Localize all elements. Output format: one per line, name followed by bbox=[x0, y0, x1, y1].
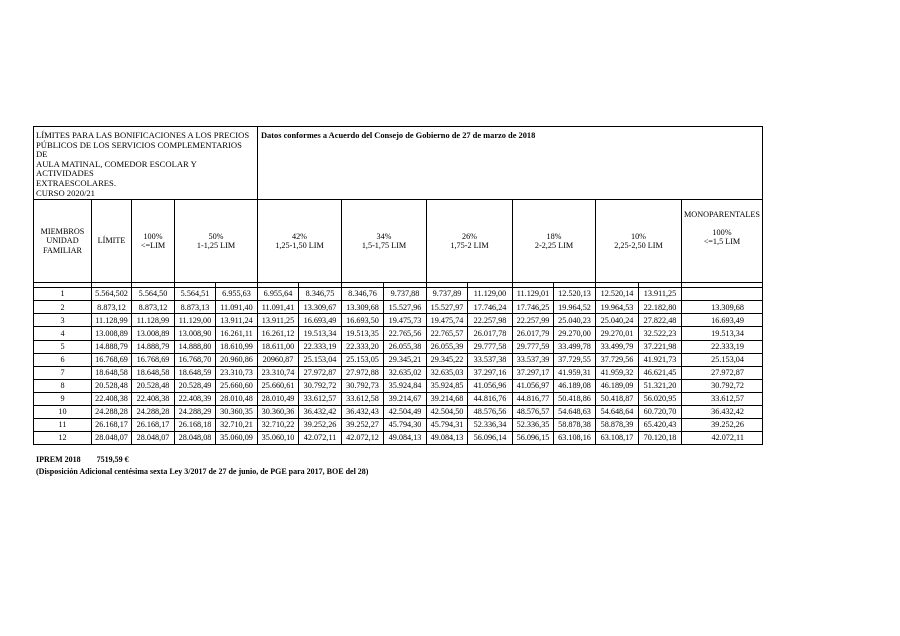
value-cell: 19.964,52 bbox=[554, 301, 596, 314]
value-cell: 20.528,48 bbox=[132, 379, 175, 392]
header-26: 26% 1,75-2 LIM bbox=[427, 200, 513, 283]
value-cell: 12.520,14 bbox=[596, 288, 639, 301]
value-cell: 13.911,25 bbox=[258, 314, 299, 327]
value-cell: 44.816,77 bbox=[513, 392, 554, 405]
value-cell: 51.321,20 bbox=[639, 379, 682, 392]
value-cell: 19.964,53 bbox=[596, 301, 639, 314]
value-cell: 25.040,23 bbox=[554, 314, 596, 327]
mono-cell: 25.153,04 bbox=[682, 353, 763, 366]
value-cell: 9.737,89 bbox=[427, 288, 468, 301]
value-cell: 30.360,35 bbox=[216, 406, 258, 419]
value-cell: 39.214,68 bbox=[427, 392, 468, 405]
value-cell: 26.017,79 bbox=[513, 327, 554, 340]
value-cell: 26.168,17 bbox=[132, 419, 175, 432]
value-cell: 56.020,95 bbox=[639, 392, 682, 405]
value-cell: 33.499,78 bbox=[554, 340, 596, 353]
value-cell: 19.475,73 bbox=[384, 314, 427, 327]
value-cell: 25.040,24 bbox=[596, 314, 639, 327]
value-cell: 26.168,17 bbox=[92, 419, 132, 432]
value-cell: 41.056,97 bbox=[513, 379, 554, 392]
value-cell: 49.084,13 bbox=[427, 432, 468, 445]
value-cell: 22.333,19 bbox=[299, 340, 342, 353]
value-cell: 28.048,07 bbox=[132, 432, 175, 445]
value-cell: 42.504,50 bbox=[427, 406, 468, 419]
value-cell: 9.737,88 bbox=[384, 288, 427, 301]
value-cell: 14.888,79 bbox=[132, 340, 175, 353]
value-cell: 11.128,99 bbox=[92, 314, 132, 327]
value-cell: 23.310,74 bbox=[258, 366, 299, 379]
header-limite: LÍMITE bbox=[92, 200, 132, 283]
value-cell: 18.648,59 bbox=[175, 366, 216, 379]
value-cell: 16.693,49 bbox=[299, 314, 342, 327]
table-row bbox=[34, 353, 763, 366]
value-cell: 18.610,99 bbox=[216, 340, 258, 353]
header-10: 10% 2,25-2,50 LIM bbox=[596, 200, 682, 283]
table-row bbox=[34, 392, 763, 405]
row-members-cell: 11 bbox=[34, 419, 92, 432]
table-row bbox=[34, 366, 763, 379]
mono-cell: 30.792,72 bbox=[682, 379, 763, 392]
value-cell: 22.408,38 bbox=[92, 392, 132, 405]
value-cell: 28.048,07 bbox=[92, 432, 132, 445]
value-cell: 27.972,88 bbox=[342, 366, 384, 379]
header-34: 34% 1,5-1,75 LIM bbox=[342, 200, 427, 283]
value-cell: 56.096,14 bbox=[468, 432, 513, 445]
value-cell: 70.120,18 bbox=[639, 432, 682, 445]
header-50: 50% 1-1,25 LIM bbox=[175, 200, 258, 283]
value-cell: 52.336,35 bbox=[513, 419, 554, 432]
row-members-cell: 3 bbox=[34, 314, 92, 327]
value-cell: 32.710,21 bbox=[216, 419, 258, 432]
value-cell: 13.008,89 bbox=[92, 327, 132, 340]
value-cell: 5.564,51 bbox=[175, 288, 216, 301]
value-cell: 25.660,60 bbox=[216, 379, 258, 392]
value-cell: 16.261,11 bbox=[216, 327, 258, 340]
value-cell: 22.408,38 bbox=[132, 392, 175, 405]
value-cell: 41.959,31 bbox=[554, 366, 596, 379]
value-cell: 26.017,78 bbox=[468, 327, 513, 340]
mono-cell: 22.333,19 bbox=[682, 340, 763, 353]
value-cell: 35.924,85 bbox=[427, 379, 468, 392]
mono-cell bbox=[682, 288, 763, 301]
value-cell: 37.297,16 bbox=[468, 366, 513, 379]
value-cell: 27.822,48 bbox=[639, 314, 682, 327]
table-row bbox=[34, 288, 763, 301]
value-cell: 20.960,86 bbox=[216, 353, 258, 366]
value-cell: 33.612,57 bbox=[299, 392, 342, 405]
mono-cell: 36.432,42 bbox=[682, 406, 763, 419]
value-cell: 58.878,38 bbox=[554, 419, 596, 432]
value-cell: 56.096,15 bbox=[513, 432, 554, 445]
table-row bbox=[34, 419, 763, 432]
value-cell: 42.504,49 bbox=[384, 406, 427, 419]
value-cell: 5.564,502 bbox=[92, 288, 132, 301]
title-line: EXTRAESCOLARES. bbox=[36, 177, 116, 188]
value-cell: 26.168,18 bbox=[175, 419, 216, 432]
value-cell: 16.768,69 bbox=[132, 353, 175, 366]
value-cell: 13.911,24 bbox=[216, 314, 258, 327]
value-cell: 37.297,17 bbox=[513, 366, 554, 379]
row-members-cell: 4 bbox=[34, 327, 92, 340]
header-100: 100% <=LIM bbox=[132, 200, 175, 283]
table-row bbox=[34, 340, 763, 353]
value-cell: 24.288,28 bbox=[92, 406, 132, 419]
row-members-cell: 8 bbox=[34, 379, 92, 392]
value-cell: 39.252,26 bbox=[299, 419, 342, 432]
value-cell: 11.128,99 bbox=[132, 314, 175, 327]
value-cell: 41.056,96 bbox=[468, 379, 513, 392]
iprem-value: 7519,59 € bbox=[96, 455, 129, 464]
mono-cell: 19.513,34 bbox=[682, 327, 763, 340]
value-cell: 39.252,27 bbox=[342, 419, 384, 432]
row-members-cell: 5 bbox=[34, 340, 92, 353]
value-cell: 36.432,42 bbox=[299, 406, 342, 419]
title-line: CURSO 2020/21 bbox=[36, 187, 95, 198]
value-cell: 30.792,72 bbox=[299, 379, 342, 392]
value-cell: 46.189,09 bbox=[596, 379, 639, 392]
value-cell: 8.873,12 bbox=[132, 301, 175, 314]
value-cell: 29.345,21 bbox=[384, 353, 427, 366]
value-cell: 20.528,48 bbox=[92, 379, 132, 392]
value-cell: 18.611,00 bbox=[258, 340, 299, 353]
value-cell: 29.777,58 bbox=[468, 340, 513, 353]
table-row bbox=[34, 327, 763, 340]
value-cell: 30.792,73 bbox=[342, 379, 384, 392]
value-cell: 65.420,43 bbox=[639, 419, 682, 432]
value-cell: 41.959,32 bbox=[596, 366, 639, 379]
value-cell: 33.537,39 bbox=[513, 353, 554, 366]
value-cell: 44.816,76 bbox=[468, 392, 513, 405]
bonificaciones-table bbox=[33, 126, 763, 445]
value-cell: 11.091,40 bbox=[216, 301, 258, 314]
header-18: 18% 2-2,25 LIM bbox=[513, 200, 596, 283]
title-line: AULA MATINAL, COMEDOR ESCOLAR Y ACTIVIDADES bbox=[36, 158, 197, 179]
value-cell: 26.055,39 bbox=[427, 340, 468, 353]
value-cell: 36.432,43 bbox=[342, 406, 384, 419]
value-cell: 11.129,00 bbox=[175, 314, 216, 327]
value-cell: 46.189,08 bbox=[554, 379, 596, 392]
disposicion-note: (Disposición Adicional centésima sexta Ley 3/2017 de 27 de junio, de PGE para 2017, BOE del 28) bbox=[36, 467, 369, 476]
value-cell: 29.777,59 bbox=[513, 340, 554, 353]
row-members-cell: 6 bbox=[34, 353, 92, 366]
table-row bbox=[34, 432, 763, 445]
header-42: 42% 1,25-1,50 LIM bbox=[258, 200, 342, 283]
value-cell: 42.072,11 bbox=[299, 432, 342, 445]
value-cell: 33.537,38 bbox=[468, 353, 513, 366]
iprem-label: IPREM 2018 bbox=[36, 455, 81, 464]
value-cell: 13.008,89 bbox=[132, 327, 175, 340]
value-cell: 11.129,00 bbox=[468, 288, 513, 301]
value-cell: 42.072,12 bbox=[342, 432, 384, 445]
value-cell: 13.309,67 bbox=[299, 301, 342, 314]
value-cell: 19.513,34 bbox=[299, 327, 342, 340]
value-cell: 6.955,64 bbox=[258, 288, 299, 301]
value-cell: 13.309,68 bbox=[342, 301, 384, 314]
mono-cell: 13.309,68 bbox=[682, 301, 763, 314]
value-cell: 13.008,90 bbox=[175, 327, 216, 340]
value-cell: 14.888,80 bbox=[175, 340, 216, 353]
value-cell: 26.055,38 bbox=[384, 340, 427, 353]
value-cell: 6.955,63 bbox=[216, 288, 258, 301]
value-cell: 22.257,98 bbox=[468, 314, 513, 327]
value-cell: 32.635,03 bbox=[427, 366, 468, 379]
row-members-cell: 1 bbox=[34, 288, 92, 301]
value-cell: 48.576,56 bbox=[468, 406, 513, 419]
value-cell: 52.336,34 bbox=[468, 419, 513, 432]
table-title bbox=[34, 127, 258, 200]
value-cell: 8.873,12 bbox=[92, 301, 132, 314]
header-monoparentales: MONOPARENTALES 100% <=1,5 LIM bbox=[682, 200, 763, 283]
value-cell: 49.084,13 bbox=[384, 432, 427, 445]
value-cell: 16.261,12 bbox=[258, 327, 299, 340]
value-cell: 32.522,23 bbox=[639, 327, 682, 340]
datos-note: Datos conformes a Acuerdo del Consejo de Gobierno de 27 de marzo de 2018 bbox=[258, 127, 763, 200]
iprem-line bbox=[36, 455, 129, 464]
mono-cell: 42.072,11 bbox=[682, 432, 763, 445]
value-cell: 16.693,50 bbox=[342, 314, 384, 327]
value-cell: 22.765,57 bbox=[427, 327, 468, 340]
value-cell: 28.010,49 bbox=[258, 392, 299, 405]
value-cell: 45.794,31 bbox=[427, 419, 468, 432]
value-cell: 45.794,30 bbox=[384, 419, 427, 432]
title-line: LÍMITES PARA LAS BONIFICACIONES A LOS PRECIOS bbox=[36, 130, 250, 140]
table-row bbox=[34, 379, 763, 392]
row-members-cell: 10 bbox=[34, 406, 92, 419]
value-cell: 22.333,20 bbox=[342, 340, 384, 353]
value-cell: 16.768,70 bbox=[175, 353, 216, 366]
value-cell: 25.153,04 bbox=[299, 353, 342, 366]
value-cell: 54.648,63 bbox=[554, 406, 596, 419]
mono-cell: 33.612,57 bbox=[682, 392, 763, 405]
value-cell: 20.528,49 bbox=[175, 379, 216, 392]
value-cell: 60.720,70 bbox=[639, 406, 682, 419]
value-cell: 58.878,39 bbox=[596, 419, 639, 432]
value-cell: 41.921,73 bbox=[639, 353, 682, 366]
value-cell: 17.746,25 bbox=[513, 301, 554, 314]
value-cell: 54.648,64 bbox=[596, 406, 639, 419]
value-cell: 35.924,84 bbox=[384, 379, 427, 392]
value-cell: 20960,87 bbox=[258, 353, 299, 366]
value-cell: 16.768,69 bbox=[92, 353, 132, 366]
value-cell: 24.288,28 bbox=[132, 406, 175, 419]
value-cell: 63.108,17 bbox=[596, 432, 639, 445]
value-cell: 11.091,41 bbox=[258, 301, 299, 314]
value-cell: 29.270,00 bbox=[554, 327, 596, 340]
value-cell: 23.310,73 bbox=[216, 366, 258, 379]
table-row bbox=[34, 406, 763, 419]
value-cell: 35.060,10 bbox=[258, 432, 299, 445]
value-cell: 8.873,13 bbox=[175, 301, 216, 314]
value-cell: 48.576,57 bbox=[513, 406, 554, 419]
value-cell: 37.729,56 bbox=[596, 353, 639, 366]
row-members-cell: 12 bbox=[34, 432, 92, 445]
value-cell: 32.710,22 bbox=[258, 419, 299, 432]
mono-cell: 27.972,87 bbox=[682, 366, 763, 379]
value-cell: 50.418,87 bbox=[596, 392, 639, 405]
header-miembros: MIEMBROS UNIDAD FAMILIAR bbox=[34, 200, 92, 283]
table-body bbox=[34, 288, 763, 445]
value-cell: 22.765,56 bbox=[384, 327, 427, 340]
value-cell: 19.475,74 bbox=[427, 314, 468, 327]
value-cell: 50.418,86 bbox=[554, 392, 596, 405]
value-cell: 63.108,16 bbox=[554, 432, 596, 445]
value-cell: 30.360,36 bbox=[258, 406, 299, 419]
row-members-cell: 2 bbox=[34, 301, 92, 314]
value-cell: 22.257,99 bbox=[513, 314, 554, 327]
value-cell: 12.520,13 bbox=[554, 288, 596, 301]
value-cell: 8.346,75 bbox=[299, 288, 342, 301]
mono-cell: 39.252,26 bbox=[682, 419, 763, 432]
value-cell: 27.972,87 bbox=[299, 366, 342, 379]
value-cell: 37.729,55 bbox=[554, 353, 596, 366]
value-cell: 29.270,01 bbox=[596, 327, 639, 340]
mono-cell: 16.693,49 bbox=[682, 314, 763, 327]
value-cell: 29.345,22 bbox=[427, 353, 468, 366]
value-cell: 5.564,50 bbox=[132, 288, 175, 301]
value-cell: 39.214,67 bbox=[384, 392, 427, 405]
value-cell: 22.408,39 bbox=[175, 392, 216, 405]
value-cell: 25.153,05 bbox=[342, 353, 384, 366]
row-members-cell: 7 bbox=[34, 366, 92, 379]
value-cell: 28.048,08 bbox=[175, 432, 216, 445]
header-row bbox=[34, 200, 763, 283]
value-cell: 25.660,61 bbox=[258, 379, 299, 392]
value-cell: 11.129,01 bbox=[513, 288, 554, 301]
value-cell: 24.288,29 bbox=[175, 406, 216, 419]
row-members-cell: 9 bbox=[34, 392, 92, 405]
value-cell: 33.499,79 bbox=[596, 340, 639, 353]
value-cell: 32.635,02 bbox=[384, 366, 427, 379]
value-cell: 46.621,45 bbox=[639, 366, 682, 379]
value-cell: 22.182,80 bbox=[639, 301, 682, 314]
value-cell: 14.888,79 bbox=[92, 340, 132, 353]
value-cell: 37.221,98 bbox=[639, 340, 682, 353]
table-row bbox=[34, 314, 763, 327]
value-cell: 15.527,97 bbox=[427, 301, 468, 314]
value-cell: 15.527,96 bbox=[384, 301, 427, 314]
value-cell: 19.513,35 bbox=[342, 327, 384, 340]
value-cell: 18.648,58 bbox=[132, 366, 175, 379]
title-line: PÚBLICOS DE LOS SERVICIOS COMPLEMENTARIOS DE bbox=[36, 139, 242, 160]
value-cell: 18.648,58 bbox=[92, 366, 132, 379]
value-cell: 33.612,58 bbox=[342, 392, 384, 405]
value-cell: 13.911,25 bbox=[639, 288, 682, 301]
value-cell: 8.346,76 bbox=[342, 288, 384, 301]
value-cell: 17.746,24 bbox=[468, 301, 513, 314]
table-row bbox=[34, 301, 763, 314]
value-cell: 35.060,09 bbox=[216, 432, 258, 445]
value-cell: 28.010,48 bbox=[216, 392, 258, 405]
